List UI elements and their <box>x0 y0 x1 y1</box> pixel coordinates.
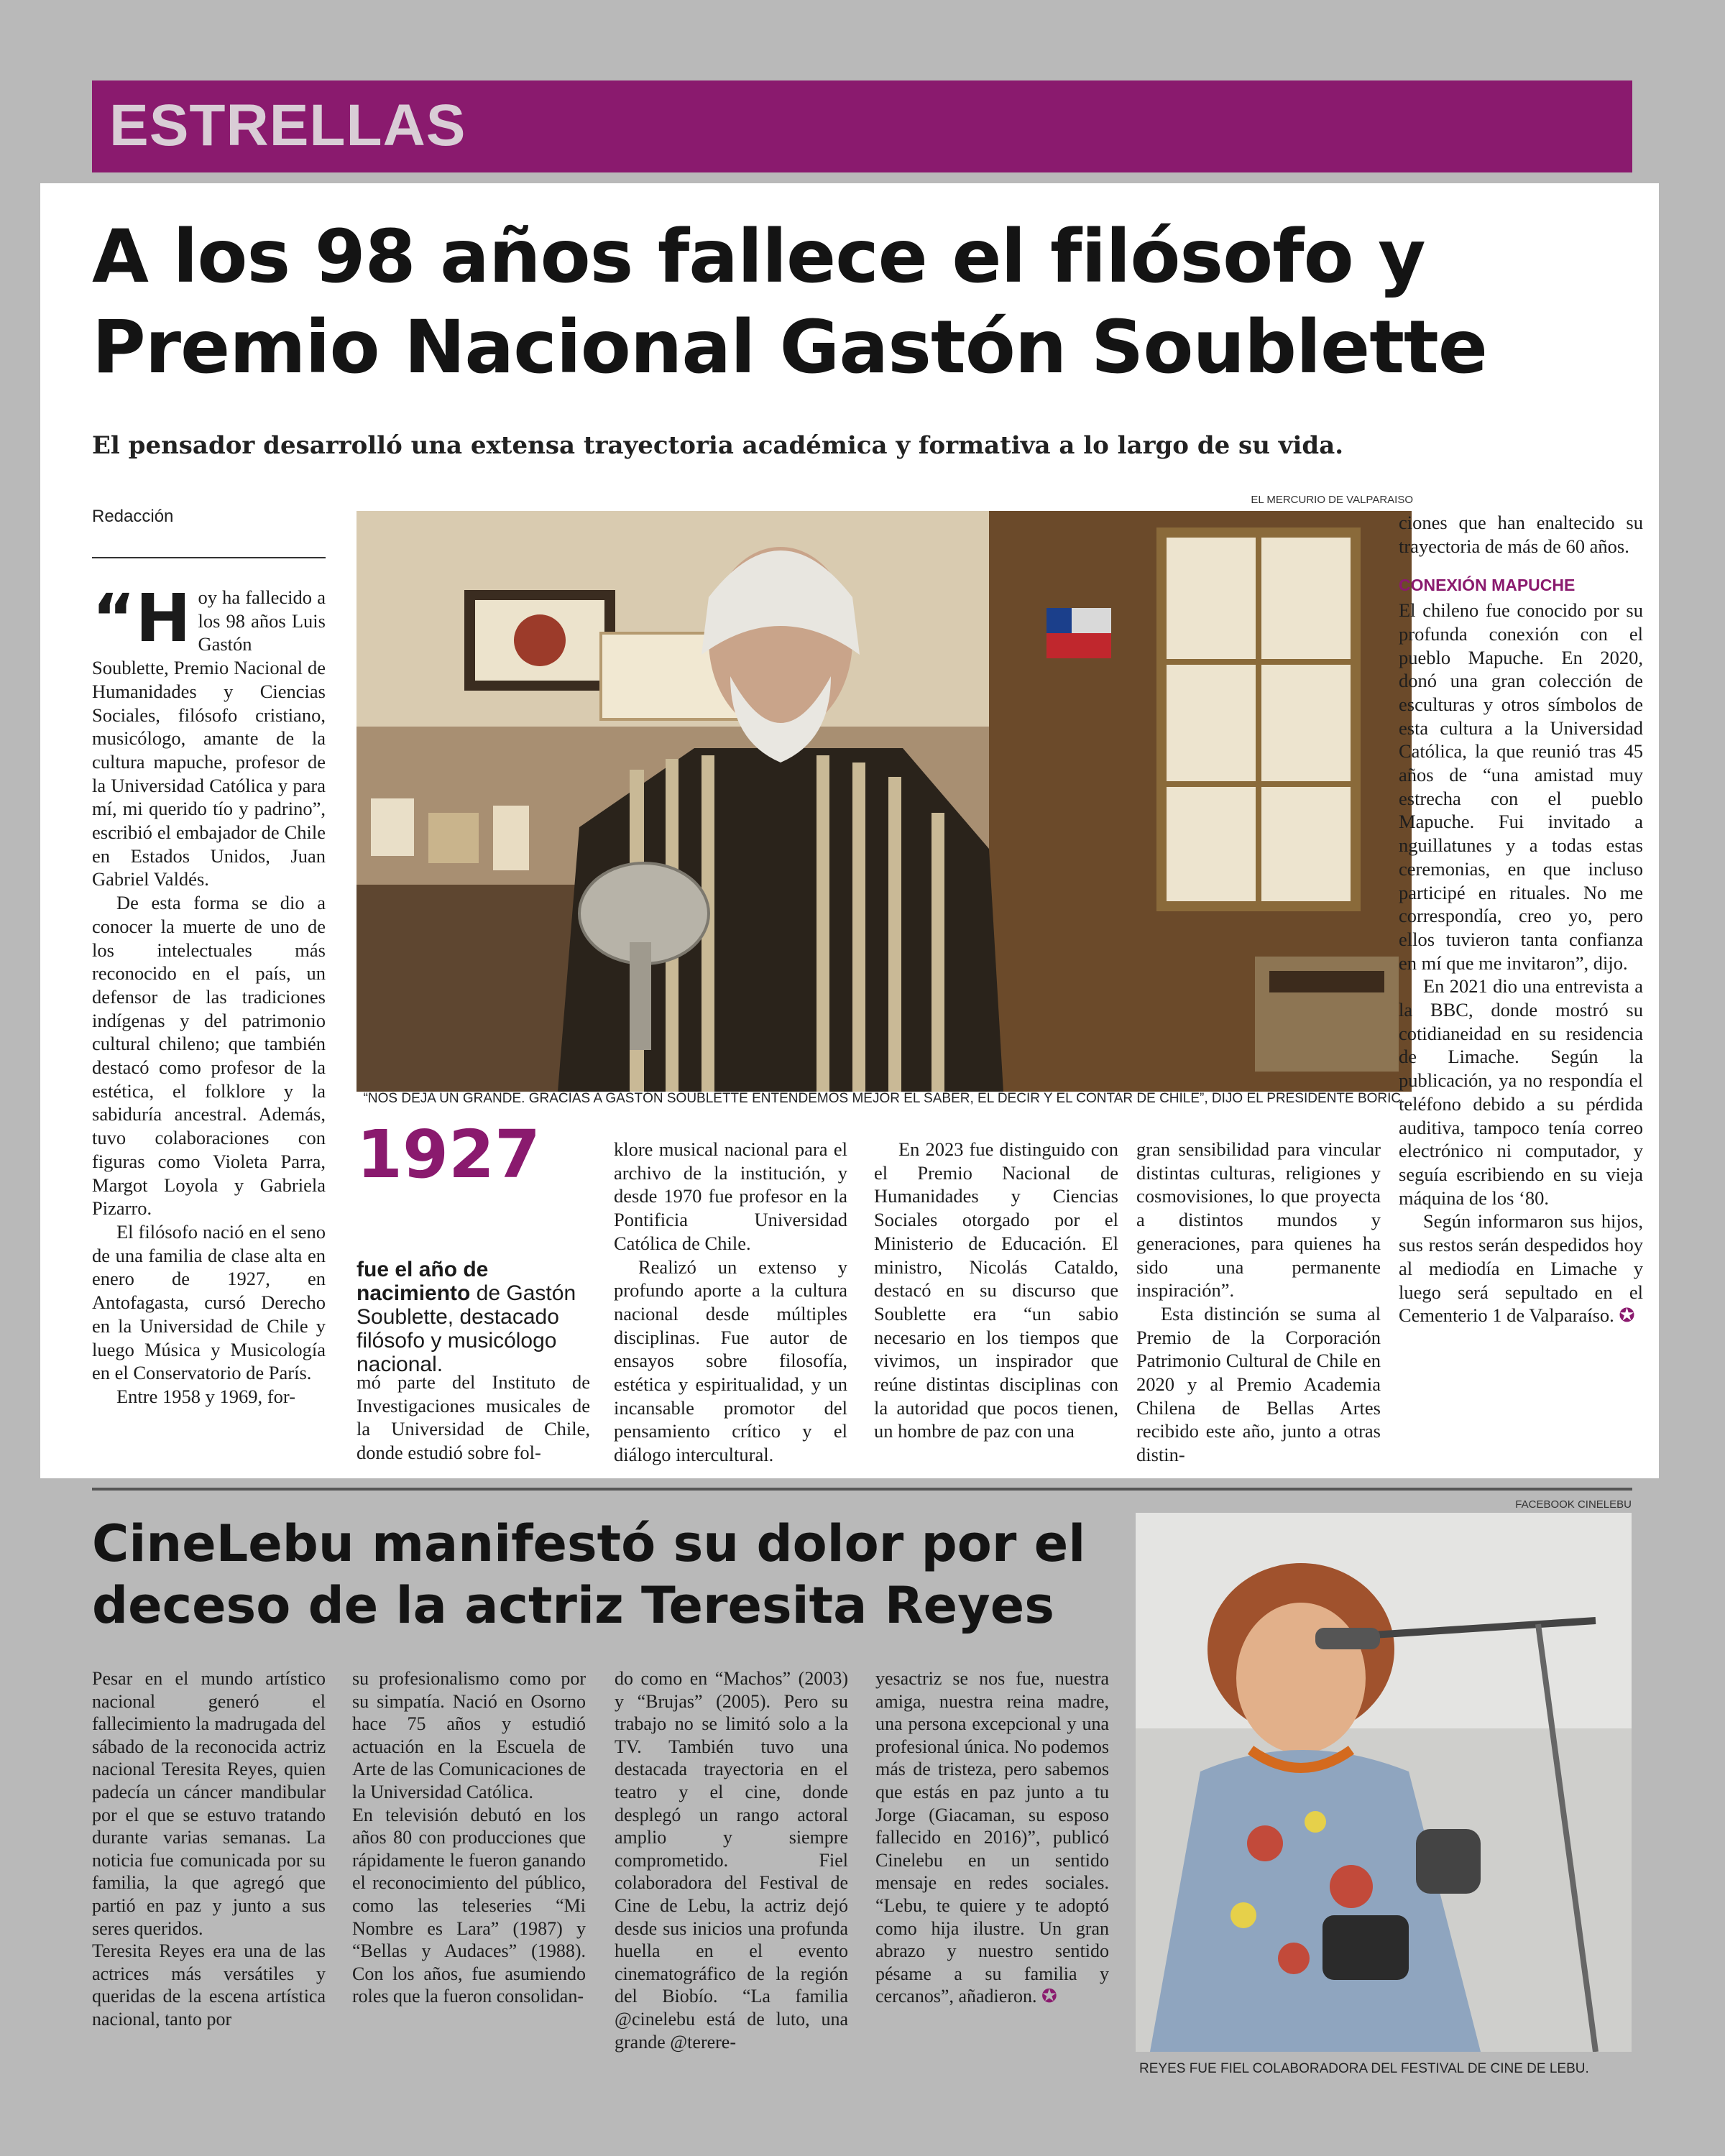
paragraph: su profesionalismo como por su simpatía. Nació en Osorno hace 75 años y estudió actuación en la Escuela de Arte de las Comunicaciones de la Universidad Católica. <box>352 1668 586 1802</box>
article-column-5 <box>1136 1138 1381 1467</box>
article2-photo <box>1136 1513 1632 2052</box>
byline-divider <box>92 557 326 558</box>
stat-bold-text: fue el año de nacimiento <box>356 1258 489 1305</box>
article-divider <box>92 1488 1632 1491</box>
paragraph: klore musical nacional para el archivo de la institución, y desde 1970 fue profesor en la Pontificia Universidad Católica de Chile. <box>614 1138 847 1254</box>
main-article <box>40 183 1659 1478</box>
article-column-1 <box>92 580 326 1409</box>
article-headline: A los 98 años fallece el filósofo y Premio Nacional Gastón Soublette <box>92 214 1487 390</box>
section-label: ESTRELLAS <box>109 93 466 158</box>
paragraph: gran sensibilidad para vincular distintas culturas, religiones y cosmovisiones, lo que proyecta a distintos mundos y generaciones, para quienes ha sido una permanente inspiración”. <box>1136 1138 1381 1302</box>
subsection-heading: CONEXIÓN MAPUCHE <box>1399 576 1576 595</box>
paragraph: ciones que han enaltecido su trayectoria de más de 60 años. <box>1399 512 1643 557</box>
paragraph: El chileno fue conocido por su profunda conexión con el pueblo Mapuche. En 2020, donó una gran colección de esculturas y otros símbolos de esta cultura a la Universidad Católica, la que reunió tras 45 años de “una amistad muy estrecha con el pueblo Mapuche. Fui invitado a nguillatunes y a todas estas ceremonias, en que incluso participé en rituales. No me correspondía, creo yo, pero ellos tuvieron tanta confianza en mí que me invitaron”, dijo. <box>1399 599 1643 974</box>
paragraph: El filósofo nació en el seno de una familia de clase alta en enero de 1927, en Antofagasta, cursó Derecho en la Universidad de Chile y luego Música y Musicología en el Conservatorio de París. <box>92 1220 326 1384</box>
article2-column-4 <box>875 1667 1109 2008</box>
paragraph: Teresita Reyes era una de las actrices más versátiles y queridas de la escena artística nacional, tanto por <box>92 1940 326 2030</box>
paragraph <box>875 1667 1109 2008</box>
stat-number: 1927 <box>356 1116 541 1193</box>
main-photo <box>356 511 1412 1092</box>
paragraph: De esta forma se dio a conocer la muerte de uno de los intelectuales más reconocido en el país, un defensor de las tradiciones indígenas y del patrimonio cultural chileno; que también destacó como profesor de la estética, el folklore y la sabiduría ancestral. Además, tuvo colaboraciones con figuras como Violeta Parra, Margot Loyola y Gabriela Pizarro. <box>92 892 326 1220</box>
paragraph: do como en “Machos” (2003) y “Brujas” (2005). Pero su trabajo no se limitó solo a la TV. También tuvo una destacada trayectoria en el teatro y el cine, donde desplegó un rango actoral amplio y siempre comprometido. Fiel colaboradora del Festival de Cine de Lebu, la actriz dejó desde sus inicios una profunda huella en el evento cinematográfico de la región del Biobío. “La familia @cinelebu está de luto, una grande @terere- <box>615 1668 848 2053</box>
paragraph: En 2023 fue distinguido con el Premio Nacional de Humanidades y Ciencias Sociales otorgado por el Ministerio de Educación. El ministro, Nicolás Cataldo, destacó en su discurso que Soublette era “un sabio necesario en los tiempos que vivimos, un inspirador que reúne distintas disciplinas con la autoridad que pocos tienen, un hombre de paz con una <box>874 1138 1118 1442</box>
end-mark-icon: ✪ <box>1619 1304 1635 1327</box>
section-bar <box>92 80 1632 172</box>
paragraph: Realizó un extenso y profundo aporte a la cultura nacional desde múltiples disciplinas. Fue autor de ensayos sobre filosofía, estética y espiritualidad, y un incansable promotor del pensamiento crítico y el diálogo intercultural. <box>614 1256 847 1466</box>
article-column-2 <box>356 1370 590 1465</box>
drop-cap: “H <box>92 580 191 657</box>
byline: Redacción <box>92 507 174 526</box>
paragraph-text: yesactriz se nos fue, nuestra amiga, nuestra reina madre, una persona excepcional y una profesional única. No podemos más de tristeza, pero sabemos que estás en paz junto a tu Jorge (Giacaman, su esposo fallecido en 2016)”, publicó Cinelebu en un sentido mensaje en redes sociales. “Lebu, te quiere y te adoptó como hija ilustre. Un gran abrazo y nuestro sentido pésame a su familia y cercanos”, añadieron. <box>875 1668 1109 2007</box>
paragraph: mó parte del Instituto de Investigaciones musicales de la Universidad de Chile, donde estudió sobre fol- <box>356 1371 590 1464</box>
stat-description <box>356 1258 608 1376</box>
photo-caption: “NOS DEJA UN GRANDE. GRACIAS A GASTÓN SOUBLETTE ENTENDEMOS MEJOR EL SABER, EL DECIR Y EL CONTAR DE CHILE”, DIJO EL PRESIDENTE BORIC. <box>363 1091 1405 1106</box>
article-column-4 <box>874 1138 1118 1443</box>
photo2-caption: REYES FUE FIEL COLABORADORA DEL FESTIVAL DE CINE DE LEBU. <box>1139 2061 1589 2076</box>
paragraph: Esta distinción se suma al Premio de la Corporación Patrimonio Cultural de Chile en 2020 y al Premio Academia Chilena de Bellas Artes recibido este año, junto a otras distin- <box>1136 1302 1381 1466</box>
paragraph <box>1399 1210 1643 1327</box>
article2-column-2 <box>352 1667 586 2008</box>
article2-headline: CineLebu manifestó su dolor por el deceso de la actriz Teresita Reyes <box>92 1514 1086 1635</box>
article-column-3 <box>614 1138 847 1467</box>
article-column-6 <box>1399 511 1643 1327</box>
article-subhead: El pensador desarrolló una extensa trayectoria académica y formativa a lo largo de su vida. <box>92 431 1344 460</box>
paragraph-text: Según informaron sus hijos, sus restos serán despedidos hoy al mediodía en Limache y luego será sepultado en el Cementerio 1 de Valparaíso. <box>1399 1210 1643 1327</box>
paragraph: En 2021 dio una entrevista a la BBC, donde mostró su cotidianeidad en su residencia de Limache. Según la publicación, ya no respondía el teléfono debido a su pérdida auditiva, tampoco tenía correo electrónico ni computador, y seguía escribiendo en su vieja máquina de los ‘80. <box>1399 975 1643 1209</box>
article2-column-1 <box>92 1667 326 2031</box>
article2-column-3 <box>615 1667 848 2053</box>
photo2-credit: FACEBOOK CINELEBU <box>1515 1498 1632 1511</box>
end-mark-icon: ✪ <box>1041 1986 1057 2007</box>
paragraph: En televisión debutó en los años 80 con producciones que rápidamente le fueron ganando el reconocimiento del público, como las teleseries “Mi Nombre es Lara” (1987) y “Bellas y Audaces” (1988). Con los años, fue asumiendo roles que la fueron consolidan- <box>352 1804 586 2007</box>
paragraph: Pesar en el mundo artístico nacional generó el fallecimiento la madrugada del sábado de la reconocida actriz nacional Teresita Reyes, quien padecía un cáncer mandibular por el que se estuvo tratando durante varias semanas. La noticia fue comunicada por su familia, la que agregó que partió en paz y junto a sus seres queridos. <box>92 1668 326 1939</box>
photo-credit: EL MERCURIO DE VALPARAISO <box>1251 494 1413 506</box>
paragraph: oy ha fallecido a los 98 años Luis Gastón Soublette, Premio Nacional de Humanidades y Ciencias Sociales, filósofo cristiano, musicólogo, amante de la cultura mapuche, profesor de la Universidad Católica y para mí, mi querido tío y padrino”, escribió el embajador de Chile en Estados Unidos, Juan Gabriel Valdés. <box>92 586 326 890</box>
stat-text: de Gastón Soublette, destacado filósofo y musicólogo nacional. <box>356 1281 576 1376</box>
paragraph: Entre 1958 y 1969, for- <box>116 1385 295 1407</box>
